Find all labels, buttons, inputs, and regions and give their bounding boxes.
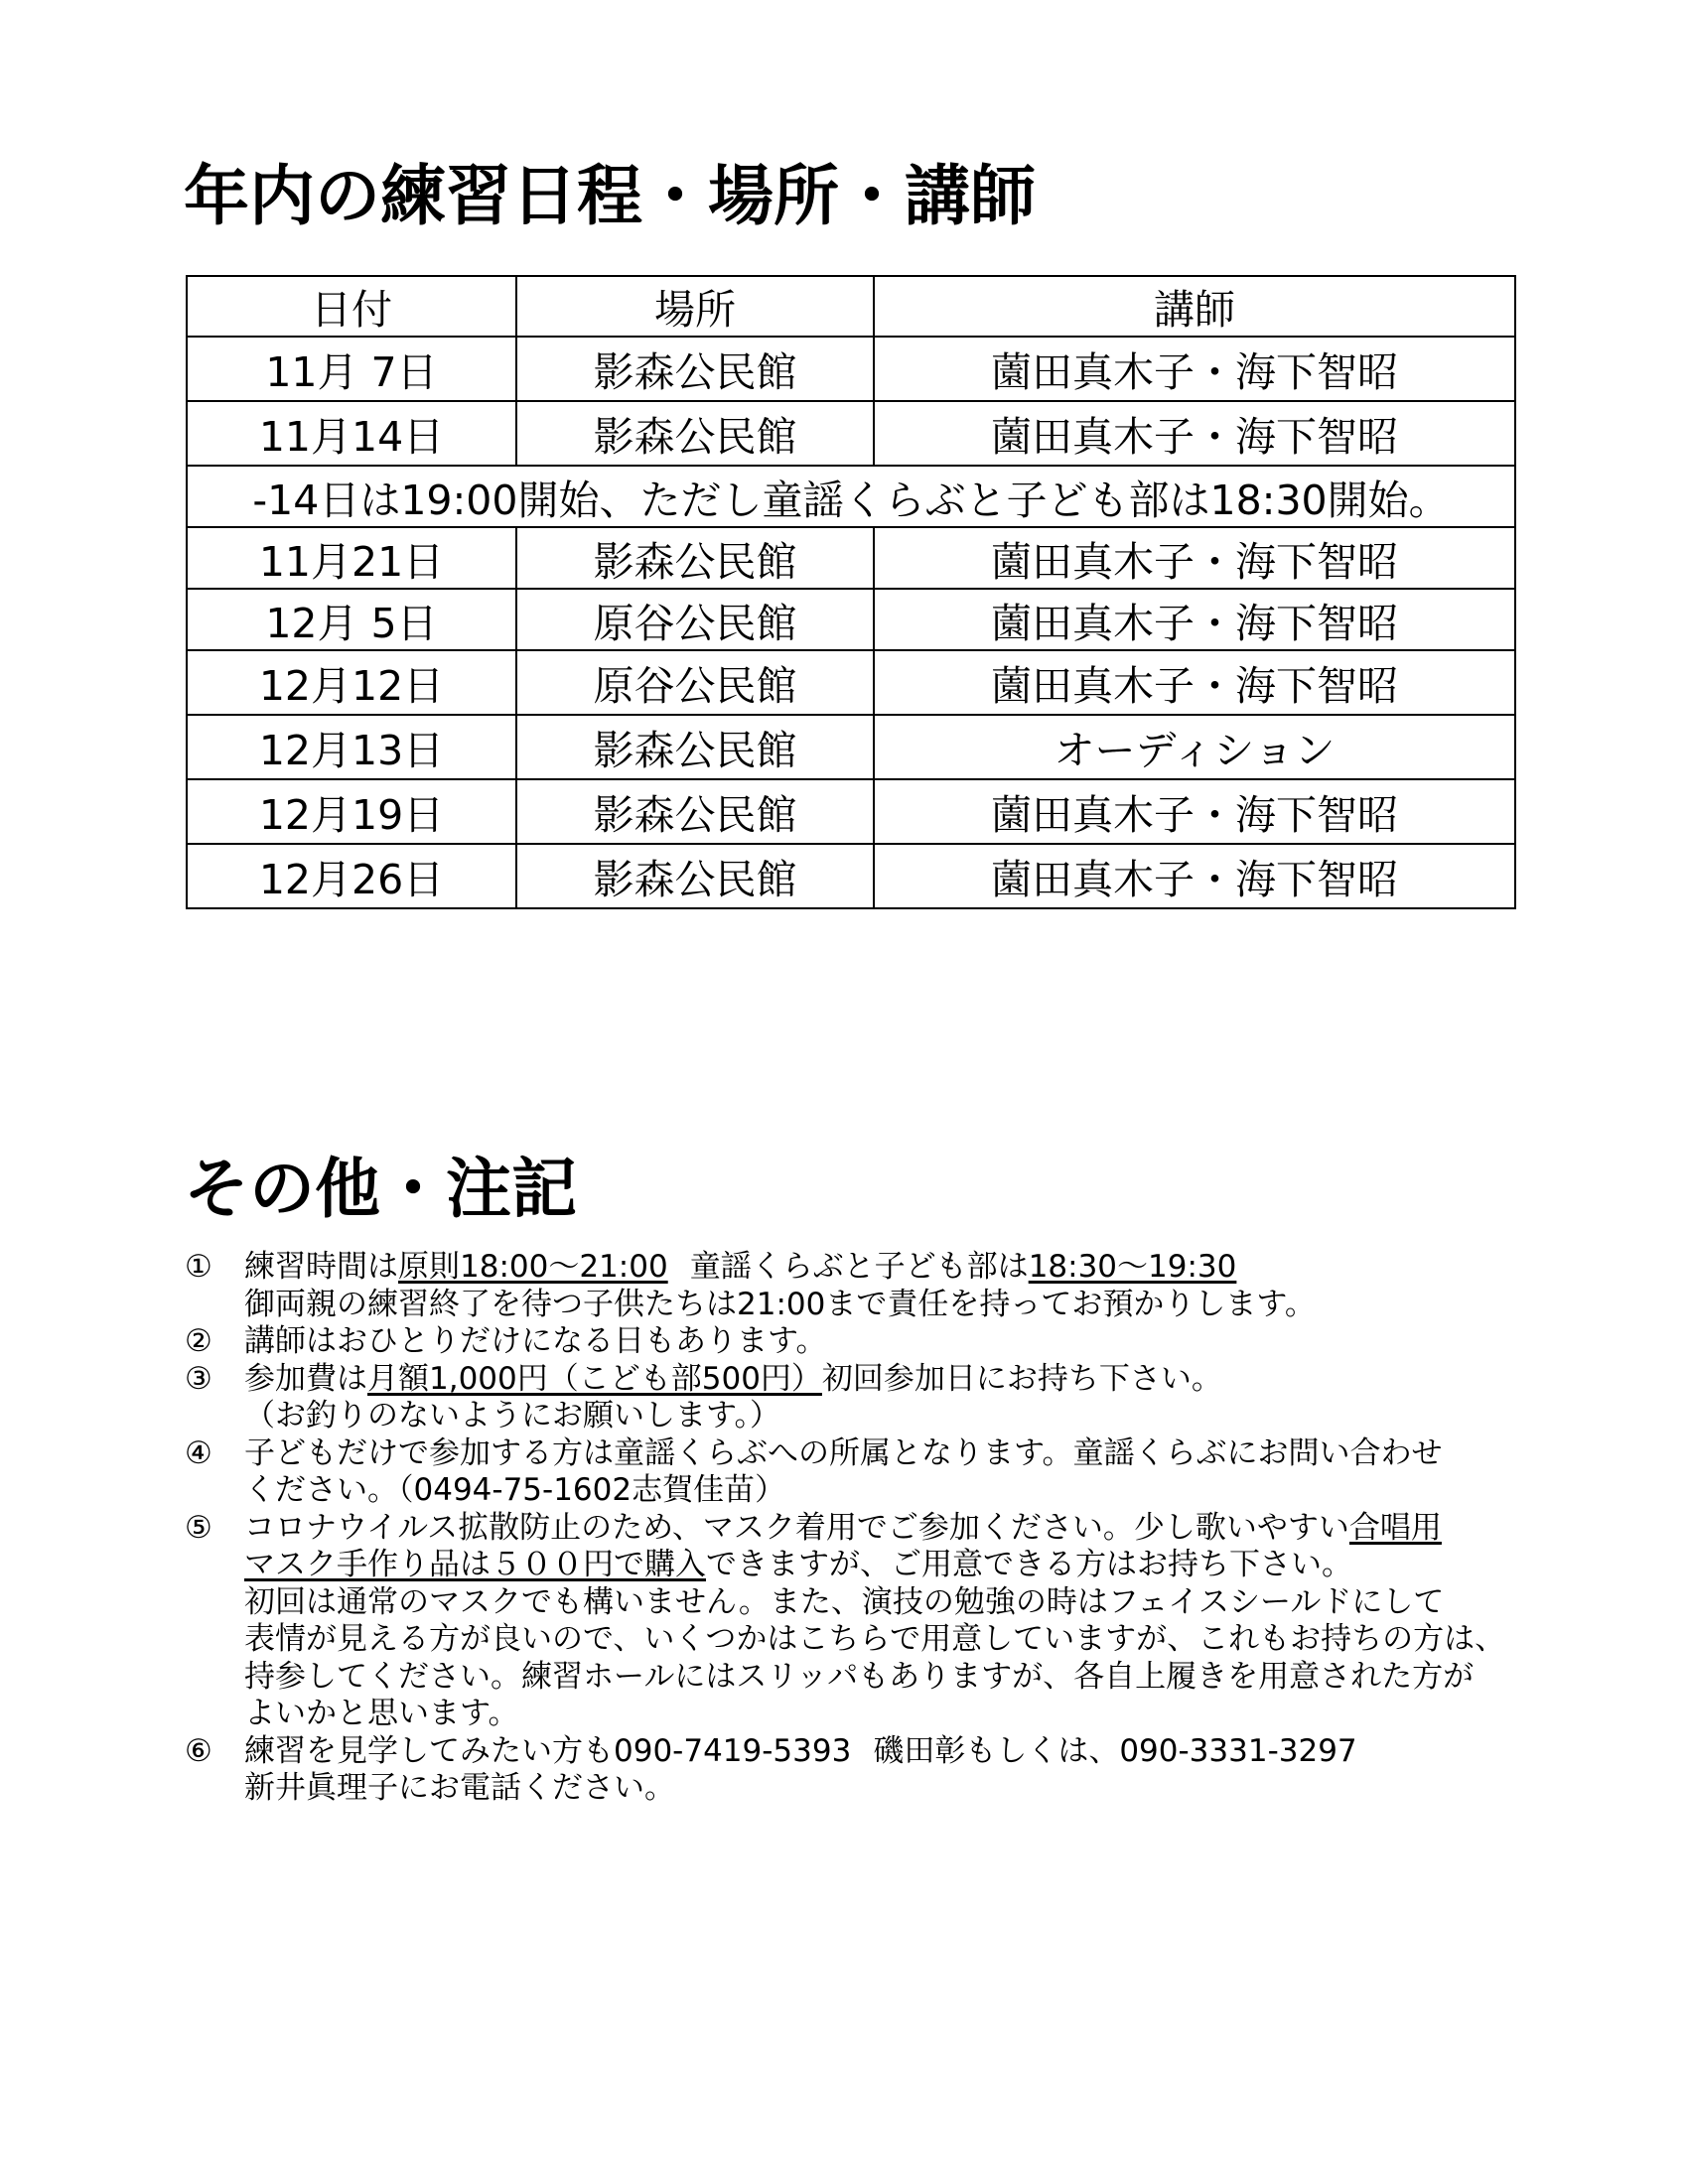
note-line: （お釣りのないようにお願いします。） <box>244 1398 781 1433</box>
row-teacher: 薗田真木子・海下智昭 <box>874 401 1515 466</box>
row-date: 12月13日 <box>187 715 516 779</box>
row-place: 影森公民館 <box>516 715 874 779</box>
note-line: 御両親の練習終了を待つ子供たちは21:00まで責任を持ってお預かりします。 <box>244 1286 1316 1322</box>
table-row <box>187 715 1515 779</box>
note-line: ください。（0494-75-1602志賀佳苗） <box>244 1472 786 1508</box>
header-place: 場所 <box>516 276 874 337</box>
note-number: ② <box>185 1323 212 1359</box>
note-text: 初回参加日にお持ち下さい。 <box>821 1360 1222 1397</box>
row-date: 12月12日 <box>187 650 516 715</box>
fee-amount: 月額1,000円（こども部500円） <box>367 1360 822 1397</box>
note-item <box>185 1435 1505 1510</box>
row-teacher: 薗田真木子・海下智昭 <box>874 589 1515 650</box>
note-text: 練習時間は <box>244 1249 398 1285</box>
practice-hours: 原則18:00～21:00 <box>398 1249 668 1285</box>
row-teacher: 薗田真木子・海下智昭 <box>874 650 1515 715</box>
row-teacher: 薗田真木子・海下智昭 <box>874 779 1515 844</box>
row-teacher: 薗田真木子・海下智昭 <box>874 844 1515 908</box>
note-text: 参加費は <box>244 1360 367 1397</box>
table-note-row <box>187 466 1515 527</box>
note-number: ④ <box>185 1434 212 1471</box>
phone-contact-1: 練習を見学してみたい方も090-7419-5393 <box>244 1732 852 1769</box>
row-date: 11月21日 <box>187 527 516 589</box>
note-line <box>244 1510 1505 1548</box>
mask-price: マスク手作り品は５００円で購入 <box>244 1547 706 1582</box>
table-row <box>187 337 1515 401</box>
header-teacher: 講師 <box>874 276 1515 337</box>
row-teacher: オーディション <box>874 715 1515 779</box>
mask-highlight: 合唱用 <box>1348 1509 1442 1546</box>
table-row <box>187 779 1515 844</box>
table-header-row <box>187 276 1515 337</box>
note-text: 童謡くらぶと子ども部は <box>689 1249 1029 1285</box>
schedule-heading: 年内の練習日程・場所・講師 <box>184 158 1036 234</box>
note-line: 初回は通常のマスクでも構いません。また、演技の勉強の時はフェイスシールドにして <box>244 1583 1445 1620</box>
note-item <box>185 1323 1505 1361</box>
row-teacher: 薗田真木子・海下智昭 <box>874 337 1515 401</box>
note-item <box>185 1733 1505 1808</box>
note-line <box>244 1547 1505 1584</box>
note-number: ⑤ <box>185 1509 212 1546</box>
note-line: よいかと思います。 <box>244 1696 519 1731</box>
note-text: できますが、ご用意できる方はお持ち下さい。 <box>706 1547 1352 1582</box>
table-row <box>187 401 1515 466</box>
note-line: 表情が見える方が良いので、いくつかはこちらで用意していますが、これもお持ちの方は、 <box>244 1621 1506 1657</box>
row-date: 12月19日 <box>187 779 516 844</box>
note-text: コロナウイルス拡散防止のため、マスク着用でご参加ください。少し歌いやすい <box>244 1509 1349 1546</box>
note-line <box>244 1733 1505 1771</box>
table-row <box>187 527 1515 589</box>
note-line <box>244 1361 1505 1399</box>
notes-heading: その他・注記 <box>184 1151 577 1227</box>
phone-contact-2: 磯田彰もしくは、090-3331-3297 <box>873 1732 1357 1769</box>
note-item <box>185 1361 1505 1435</box>
table-row <box>187 844 1515 908</box>
note-number: ③ <box>185 1360 212 1397</box>
schedule-table <box>186 275 1516 909</box>
note-item <box>185 1249 1505 1323</box>
row-place: 影森公民館 <box>516 337 874 401</box>
note-line: 持参してください。練習ホールにはスリッパもありますが、各自上履きを用意された方が <box>244 1658 1475 1695</box>
note-item <box>185 1510 1505 1733</box>
schedule-note: -14日は19:00開始、ただし童謡くらぶと子ども部は18:30開始。 <box>187 466 1515 527</box>
row-place: 影森公民館 <box>516 779 874 844</box>
row-place: 影森公民館 <box>516 401 874 466</box>
table-row <box>187 650 1515 715</box>
note-line: 講師はおひとりだけになる日もあります。 <box>244 1323 827 1359</box>
kids-hours: 18:30～19:30 <box>1028 1249 1237 1285</box>
note-line: 子どもだけで参加する方は童謡くらぶへの所属となります。童謡くらぶにお問い合わせ <box>244 1434 1443 1471</box>
note-number: ⑥ <box>185 1732 212 1769</box>
table-row <box>187 589 1515 650</box>
header-date: 日付 <box>187 276 516 337</box>
row-teacher: 薗田真木子・海下智昭 <box>874 527 1515 589</box>
note-line: 新井眞理子にお電話ください。 <box>244 1770 675 1806</box>
row-date: 12月26日 <box>187 844 516 908</box>
row-place: 原谷公民館 <box>516 589 874 650</box>
row-place: 影森公民館 <box>516 527 874 589</box>
notes-list <box>185 1249 1505 1808</box>
row-date: 11月14日 <box>187 401 516 466</box>
row-place: 影森公民館 <box>516 844 874 908</box>
row-date: 12月 5日 <box>187 589 516 650</box>
note-number: ① <box>185 1249 212 1285</box>
row-date: 11月 7日 <box>187 337 516 401</box>
note-line <box>244 1249 1505 1287</box>
row-place: 原谷公民館 <box>516 650 874 715</box>
